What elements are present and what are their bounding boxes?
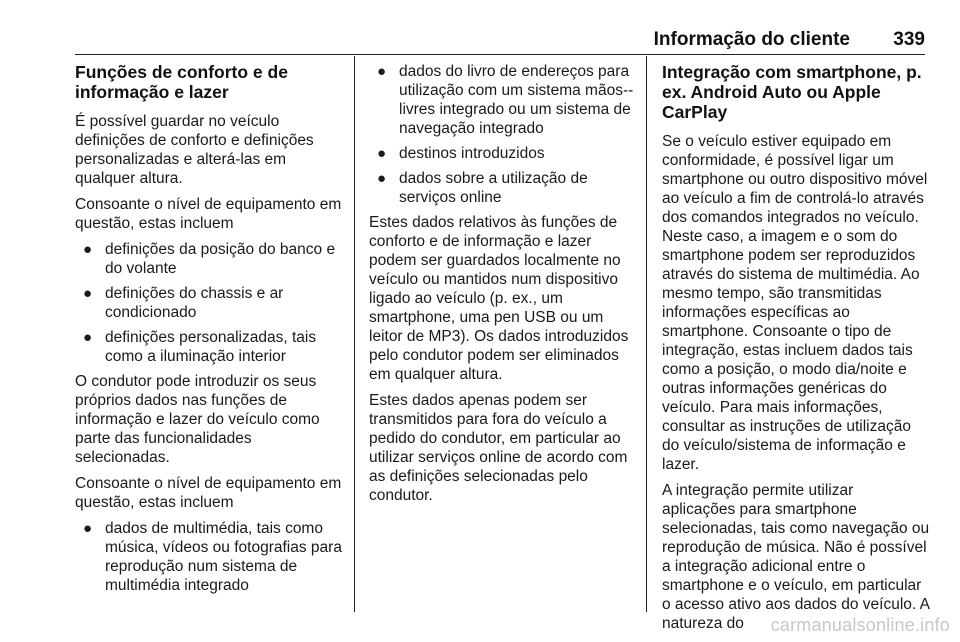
page-number: 339 xyxy=(893,29,925,50)
page-title: Informação do cliente xyxy=(653,29,850,50)
bullet-icon: ● xyxy=(377,170,387,187)
paragraph: Estes dados relativos às funções de conforto e de informação e lazer podem ser guardados localmente no veículo ou mantidos num dispositivo ligado ao veículo (p. ex., um smartphone, uma pen USB ou um leitor de MP3). Os dados introduzidos pelo condutor podem ser eliminados em qualquer altura. xyxy=(369,214,629,383)
column-divider-1 xyxy=(354,56,355,612)
page-header xyxy=(75,24,925,55)
bullet-list xyxy=(75,240,345,366)
bullet-icon: ● xyxy=(377,145,387,162)
list-item: ● definições personalizadas, tais como a iluminação interior xyxy=(83,329,317,365)
bullet-icon: ● xyxy=(377,63,387,80)
bullet-icon: ● xyxy=(83,329,93,346)
column-1 xyxy=(75,62,345,601)
paragraph: O condutor pode introduzir os seus próprios dados nas funções de informação e lazer do veículo como parte das funcionalidades selecionadas. xyxy=(75,373,320,466)
column-divider-2 xyxy=(646,56,647,612)
paragraph: Consoante o nível de equipamento em questão, estas incluem xyxy=(75,475,342,511)
section-heading-comfort: Funções de conforto e de informação e lazer xyxy=(75,62,288,102)
column-2 xyxy=(369,62,635,512)
bullet-icon: ● xyxy=(83,241,93,258)
paragraph: Consoante o nível de equipamento em questão, estas incluem xyxy=(75,196,342,232)
bullet-list xyxy=(75,519,345,595)
paragraph: Se o veículo estiver equipado em conformidade, é possível ligar um smartphone ou outro dispositivo móvel ao veículo a fim de controlá-lo através dos comandos integrados no veículo. Neste caso, a imagem e o som do smartphone podem ser reproduzidos através do sistema de multimédia. Ao mesmo tempo, são transmitidas informações específicas ao smartphone. Consoante o tipo de integração, estas incluem dados tais como a posição, o modo dia/noite e outras informações genéricas do veículo. Para mais informações, consultar as instruções de utilização do veículo/sistema de informação e lazer. xyxy=(662,133,928,473)
list-item: ● definições do chassis e ar condicionado xyxy=(83,285,284,321)
list-item: ● definições da posição do banco e do volante xyxy=(83,241,336,277)
paragraph: Estes dados apenas podem ser transmitidos para fora do veículo a pedido do condutor, em particular ao utilizar serviços online de acordo com as definições selecionadas pelo condutor. xyxy=(369,392,628,504)
bullet-list xyxy=(369,62,635,207)
paragraph: É possível guardar no veículo definições de conforto e definições personalizadas e alterá-las em qualquer altura. xyxy=(75,113,314,187)
list-item: ● dados do livro de endereços para utilização com um sistema mãos--livres integrado ou um sistema de navegação integrado xyxy=(377,63,634,137)
list-item: ● dados de multimédia, tais como música, vídeos ou fotografias para reprodução num sistema de multimédia integrado xyxy=(83,520,342,594)
bullet-icon: ● xyxy=(83,285,93,302)
list-item: ● dados sobre a utilização de serviços online xyxy=(377,170,588,206)
bullet-icon: ● xyxy=(83,520,93,537)
column-3 xyxy=(662,62,930,640)
section-heading-smartphone: Integração com smartphone, p. ex. Android Auto ou Apple CarPlay xyxy=(662,62,922,122)
list-item: ● destinos introduzidos xyxy=(377,145,545,162)
watermark: carmanualsonline.info xyxy=(770,615,950,635)
paragraph: A integração permite utilizar aplicações para smartphone selecionadas, tais como navegação ou reprodução de música. Não é possível a integração adicional entre o smartphone e o veículo, em particular o acesso ativo aos dados do veículo. A natureza do xyxy=(662,482,930,632)
